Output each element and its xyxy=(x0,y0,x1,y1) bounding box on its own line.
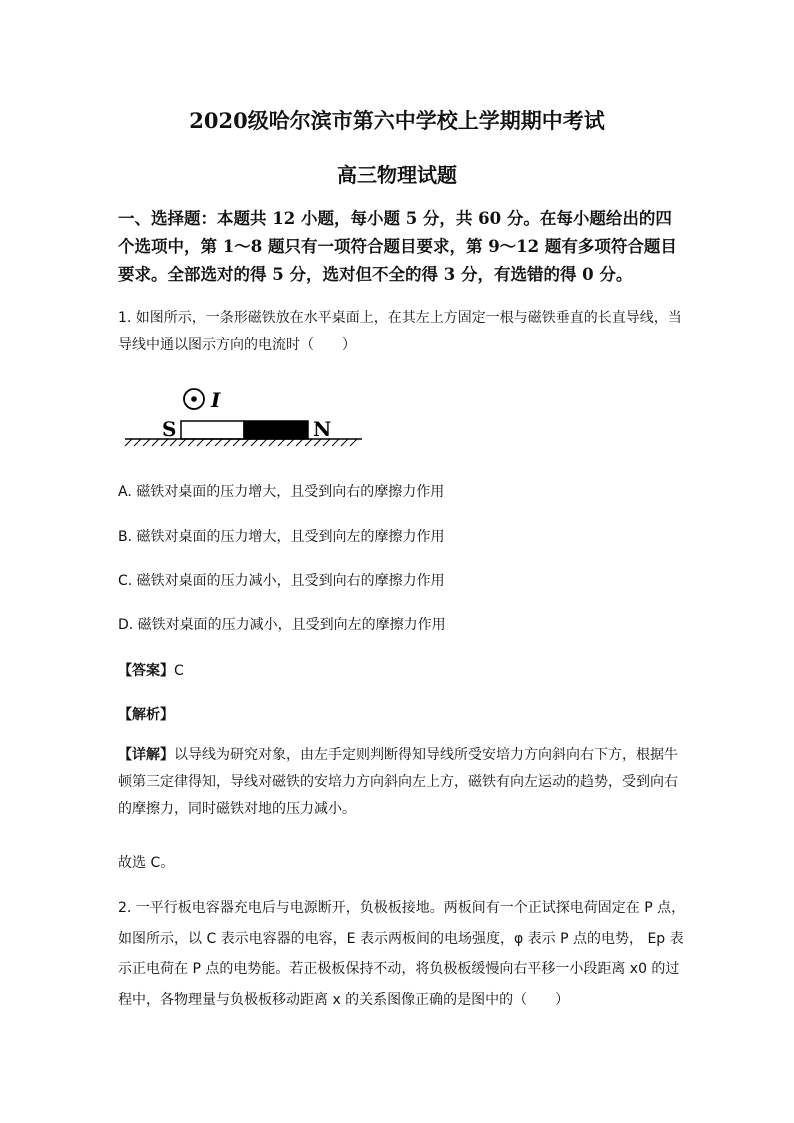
wire-current-out-icon xyxy=(184,389,204,409)
option-b: B. 磁铁对桌面的压力增大，且受到向左的摩擦力作用 xyxy=(118,529,445,545)
current-label: I xyxy=(211,388,221,412)
analysis-tag: 【解析】 xyxy=(118,707,174,723)
pole-s-label: S xyxy=(162,417,177,441)
question-1-stem: 1. 如图所示，一条形磁铁放在水平桌面上，在其左上方固定一根与磁铁垂直的长直导线，当导线中通以图示方向的电流时（ ） xyxy=(118,310,682,353)
option-a: A. 磁铁对桌面的压力增大，且受到向右的摩擦力作用 xyxy=(118,484,445,500)
magnet-wire-diagram xyxy=(122,380,367,450)
answer-tag: 【答案】 xyxy=(118,663,174,679)
detail-text: 以导线为研究对象，由左手定则判断得知导线所受安培力方向斜向右下方，根据牛顿第三定律得知，导线对磁铁的安培力方向斜向左上方，磁铁有向左运动的趋势，受到向右的摩擦力，同时磁铁对地的压力减小。 xyxy=(118,747,678,817)
detail-paragraph xyxy=(118,742,686,823)
exam-title: 2020级哈尔滨市第六中学校上学期期中考试 xyxy=(189,108,605,133)
exam-subtitle: 高三物理试题 xyxy=(337,163,457,187)
detail-tag: 【详解】 xyxy=(118,747,174,763)
question-2-stem: 2. 一平行板电容器充电后与电源断开，负极板接地。两板间有一个正试探电荷固定在 P 点，如图所示，以 C 表示电容器的电容，E 表示两板间的电场强度，φ 表示 P 点的电势， Ep 表示正电荷在 P 点的电势能。若正极板保持不动，将负极板缓慢向右平移一小段距离 x0 的过程中，各物理量与负极板移动距离 x 的关系图像正确的是图中的（ ） xyxy=(118,900,686,1008)
section-header: 一、选择题：本题共 12 小题，每小题 5 分，共 60 分。在每小题给出的四个选项中，第 1～8 题只有一项符合题目要求，第 9～12 题有多项符合题目要求。全部选对的得 5 分，选对但不全的得 3 分，有选错的得 0 分。 xyxy=(118,209,677,284)
answer-value: C xyxy=(174,663,184,679)
conclusion: 故选 C。 xyxy=(118,855,175,871)
pole-n-label: N xyxy=(313,417,332,441)
answer-line xyxy=(118,660,184,680)
magnet-n-half xyxy=(244,421,308,439)
option-c: C. 磁铁对桌面的压力减小，且受到向右的摩擦力作用 xyxy=(118,573,445,589)
option-d: D. 磁铁对桌面的压力减小，且受到向左的摩擦力作用 xyxy=(118,617,446,633)
magnet-s-half xyxy=(181,421,244,439)
